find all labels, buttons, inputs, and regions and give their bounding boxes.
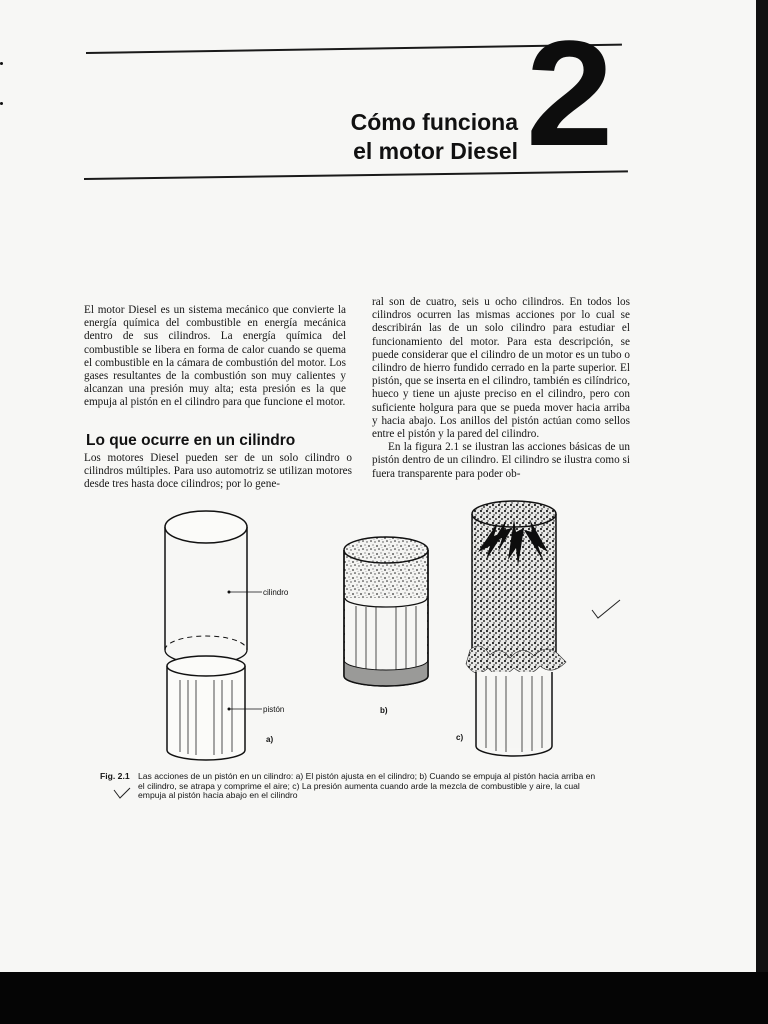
section-heading: Lo que ocurre en un cilindro	[86, 432, 296, 449]
chapter-title-line1: Cómo funciona	[350, 109, 518, 135]
scan-right-edge	[756, 0, 768, 972]
label-piston: pistón	[263, 705, 285, 714]
left-paragraph-1-text: El motor Diesel es un sistema mecánico que convierte la energía química del combustible en energía mecánica dentro de sus cilindros. La energía química del combustible se libera en forma de calor cuando se quema el combustible en la cámara de combustión del motor. Los gases resultantes de la combustión son muy calientes y alcanzan una presión muy alta; esta presión es la que empuja al pistón en el cilindro para que funcione el motor.	[84, 304, 346, 409]
handwritten-check-mark	[592, 600, 620, 618]
margin-dot	[0, 102, 3, 105]
chapter-title-line2: el motor Diesel	[353, 138, 518, 164]
chapter-number: 2	[525, 9, 614, 177]
diagram-c-combustion	[466, 501, 566, 756]
caption-text: Las acciones de un pistón en un cilindro: a) El pistón ajusta en el cilindro; b) Cuando se empuja al pistón hacia arriba en el cilindro, se atrapa y comprime el aire; c) La presión aumenta cuando arde la mezcla de combustible y aire, la cual empuja al pistón hacia abajo en el cilindro	[138, 771, 596, 801]
scan-bottom-edge	[0, 972, 768, 1024]
right-paragraph-2-text: En la figura 2.1 se ilustran las acciones básicas de un pistón dentro de un cilindro. El cilindro se ilustra como si fuera transparente para poder ob-	[372, 441, 630, 480]
label-b: b)	[380, 706, 388, 715]
figure-caption	[100, 772, 600, 801]
label-c: c)	[456, 733, 464, 742]
diagram-b-compression	[344, 537, 428, 686]
margin-dot	[0, 62, 3, 65]
diagram-a-cylinder	[165, 511, 262, 664]
label-a: a)	[266, 735, 274, 744]
diagram-a-piston	[167, 656, 262, 760]
label-cylinder: cilindro	[263, 588, 289, 597]
left-paragraph-2-text: Los motores Diesel pueden ser de un solo cilindro o cilindros múltiples. Para uso automotriz se utilizan motores desde tres hasta doce cilindros; por lo gene-	[84, 452, 352, 491]
right-paragraph-1-text: ral son de cuatro, seis u ocho cilindros. En todos los cilindros ocurren las mismas acciones por lo cual se describirán las de un solo cilindro para estudiar el funcionamiento del motor. Para esta descripción, se puede considerar que el cilindro de un motor es un tubo o cilindro de hierro fundido cerrado en la parte superior. El pistón, que se inserta en el cilindro, también es cilíndrico, hueco y tiene un ajuste preciso en el cilindro, pero con suficiente holgura para que se pueda mover hacia arriba y hacia abajo. Los anillos del pistón actúan como sellos entre el pistón y la pared del cilindro.	[372, 296, 630, 441]
caption-label: Fig. 2.1	[100, 771, 130, 781]
